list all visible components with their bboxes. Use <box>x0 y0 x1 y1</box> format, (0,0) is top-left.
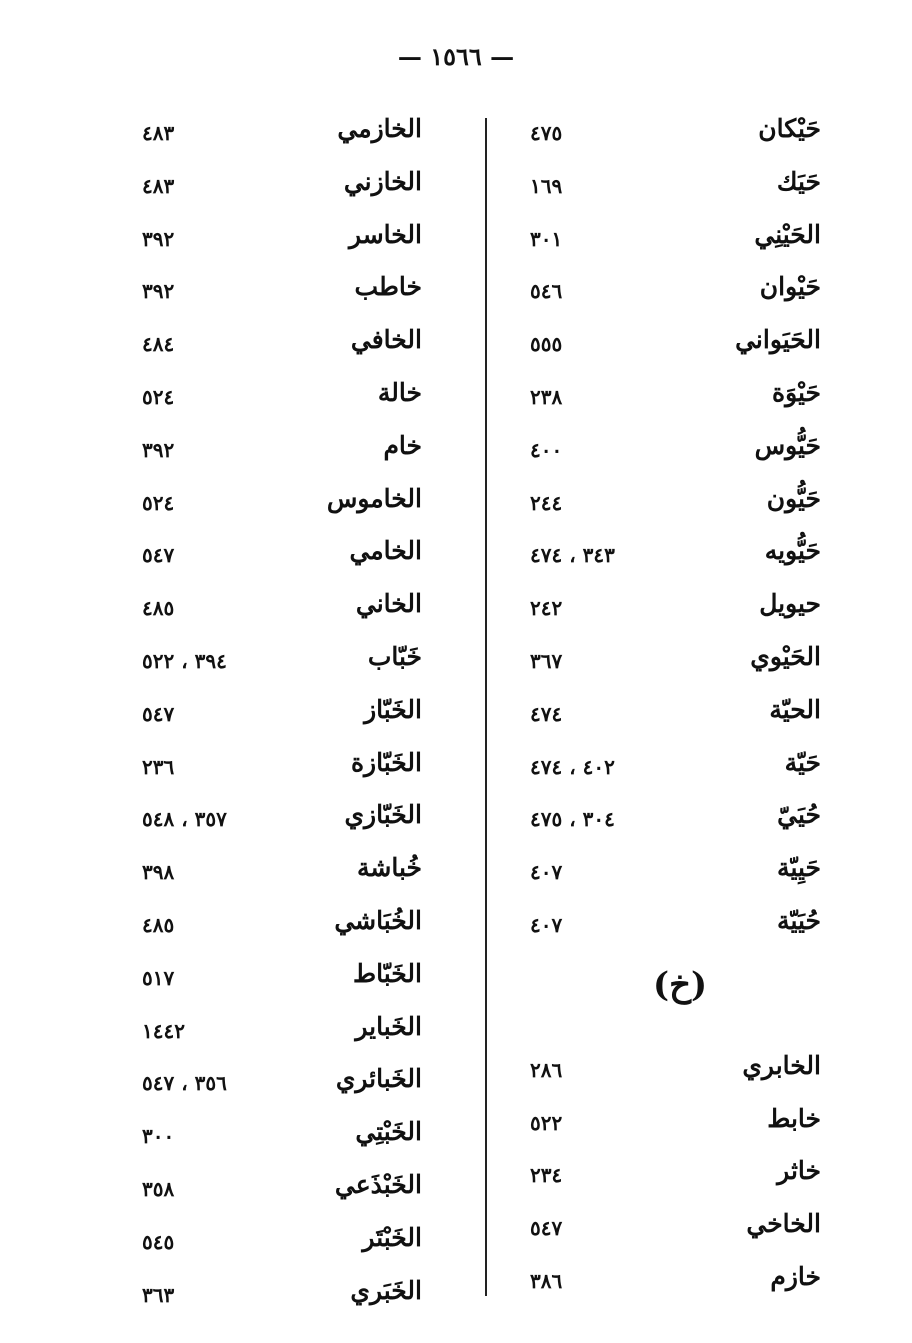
entry-pages: ٣٨٦ <box>530 1268 563 1293</box>
index-entry <box>505 1256 835 1309</box>
entry-pages: ٢٣٦ <box>142 754 175 779</box>
entry-pages: ٤٨٣ <box>142 173 175 198</box>
index-entry <box>120 583 440 636</box>
index-entry <box>120 1217 440 1270</box>
index-entry <box>120 372 440 425</box>
entry-word: حيويل <box>759 589 821 619</box>
entry-word: خالة <box>377 377 422 407</box>
index-entry <box>120 1111 440 1164</box>
index-entry <box>505 266 835 319</box>
index-entry <box>120 478 440 531</box>
entry-pages: ٣٠٤ ، ٤٧٥ <box>530 807 615 832</box>
entry-word: الخاني <box>355 589 422 619</box>
index-entry <box>120 847 440 900</box>
entry-word: حَيِيّة <box>777 853 821 883</box>
index-entry <box>505 1045 835 1098</box>
index-entry <box>505 161 835 214</box>
entry-word: الخَبائري <box>335 1064 422 1094</box>
entry-pages: ٥٤٦ <box>530 279 563 304</box>
entry-pages: ٥٢٢ <box>530 1110 563 1135</box>
index-entry <box>120 742 440 795</box>
entry-pages: ٤٠٠ <box>530 437 563 462</box>
entry-word: حَيَك <box>776 166 821 196</box>
index-entry <box>120 108 440 161</box>
entry-word: خاطب <box>354 272 422 302</box>
entry-pages: ٣٥٨ <box>142 1176 175 1201</box>
entry-word: حَيُّويه <box>764 536 821 566</box>
entry-pages: ٤٨٥ <box>142 912 175 937</box>
entry-word: خازم <box>770 1261 821 1291</box>
index-entry <box>120 319 440 372</box>
index-entry <box>505 214 835 267</box>
entry-pages: ٤٧٥ <box>530 121 563 145</box>
entry-pages: ٣٥٧ ، ٥٤٨ <box>142 807 227 832</box>
index-entry <box>120 1164 440 1217</box>
right-column <box>505 108 835 1309</box>
entry-pages: ٥٤٧ <box>530 1216 563 1241</box>
entry-pages: ٥٤٧ <box>142 701 175 726</box>
entry-word: الخَبْتَر <box>362 1222 422 1252</box>
entry-pages: ٤٠٢ ، ٤٧٤ <box>530 754 615 779</box>
entry-pages: ٣٩٢ <box>142 279 175 304</box>
index-entry <box>120 1058 440 1111</box>
index-entry <box>120 900 440 953</box>
entry-pages: ٣٩٨ <box>142 860 175 885</box>
entry-pages: ٢٤٢ <box>530 596 563 621</box>
index-entry <box>120 530 440 583</box>
entry-word: حَيُّون <box>766 483 821 513</box>
entry-pages: ٣٩٢ <box>142 437 175 462</box>
entry-pages: ٤٠٧ <box>530 912 563 937</box>
entry-word: الخَبَري <box>350 1275 422 1305</box>
index-entry <box>505 689 835 742</box>
index-entry <box>505 583 835 636</box>
entry-pages: ٣٠١ <box>530 226 563 251</box>
entry-word: الحيّة <box>769 694 821 724</box>
entry-word: الخاخي <box>746 1209 821 1239</box>
entry-pages: ٣٦٣ <box>142 1282 175 1307</box>
entry-word: الخَبْذَعي <box>334 1169 422 1199</box>
entry-word: حَيّة <box>784 747 821 777</box>
index-entry <box>505 1150 835 1203</box>
index-entry <box>120 794 440 847</box>
entry-pages: ٥٢٤ <box>142 384 175 409</box>
entry-pages: ٣٠٠ <box>142 1124 175 1149</box>
entry-pages: ٤٨٤ <box>142 332 175 357</box>
entry-word: الخابري <box>742 1050 821 1080</box>
entry-word: الخَباير <box>355 1011 422 1041</box>
entry-word: الخازني <box>343 166 422 196</box>
index-entry <box>120 953 440 1006</box>
entry-pages: ٢٣٤ <box>530 1163 563 1188</box>
entry-word: خابط <box>767 1103 821 1133</box>
entry-pages: ٣٩٤ ، ٥٢٢ <box>142 648 227 673</box>
entry-word: خَبّاب <box>367 641 422 671</box>
index-entry <box>505 319 835 372</box>
entry-word: حُيَيّ <box>777 800 821 830</box>
entry-pages: ٣٩٢ <box>142 226 175 251</box>
entry-word: الخازمي <box>337 114 422 143</box>
entry-pages: ٢٣٨ <box>530 384 563 409</box>
entry-pages: ٥١٧ <box>142 965 175 990</box>
entry-pages: ٢٨٦ <box>530 1057 563 1082</box>
index-entry <box>505 1098 835 1151</box>
page-number: — ١٥٦٦ — <box>397 42 515 71</box>
entry-word: الحَيْوي <box>750 641 821 671</box>
entry-word: الخامي <box>349 536 422 566</box>
entry-word: خام <box>383 430 422 460</box>
entry-pages: ١٦٩ <box>530 173 563 198</box>
entry-pages: ١٤٤٢ <box>142 1018 185 1043</box>
entry-word: خاثر <box>777 1156 821 1186</box>
entry-word: الخَبّاط <box>353 958 422 988</box>
entry-pages: ٤٨٥ <box>142 596 175 621</box>
index-entry <box>120 636 440 689</box>
entry-pages: ٣٦٧ <box>530 648 563 673</box>
entry-word: حَيْوَة <box>771 377 821 407</box>
entry-word: حَيْوان <box>759 272 821 302</box>
left-column <box>120 108 440 1322</box>
entry-word: الحَيْنِي <box>754 219 821 249</box>
entry-pages: ٥٤٧ <box>142 543 175 568</box>
entry-word: خُباشة <box>357 853 422 883</box>
index-entry <box>505 530 835 583</box>
entry-word: الخُبَاشي <box>334 905 422 935</box>
index-entry <box>505 425 835 478</box>
entry-word: الخاموس <box>326 483 422 513</box>
column-divider <box>485 118 487 1296</box>
entry-word: الخافي <box>350 325 422 355</box>
entry-word: الخَبْتِي <box>355 1117 422 1147</box>
entry-word: حَيْكان <box>758 114 821 143</box>
index-entry <box>120 689 440 742</box>
entry-pages: ٥٥٥ <box>530 332 563 357</box>
entry-word: حَيُّوس <box>754 430 821 460</box>
index-entry <box>120 425 440 478</box>
entry-pages: ٣٥٦ ، ٥٤٧ <box>142 1071 227 1096</box>
entry-word: الخَبّازي <box>344 800 422 830</box>
index-entry <box>505 794 835 847</box>
entry-pages: ٤٨٣ <box>142 121 175 145</box>
index-entry <box>505 372 835 425</box>
entry-pages: ٤٧٤ <box>530 701 563 726</box>
entry-pages: ٣٤٣ ، ٤٧٤ <box>530 543 615 568</box>
entry-word: الحَيَواني <box>735 325 821 355</box>
index-entry <box>120 266 440 319</box>
section-letter: (خ) <box>653 964 708 1005</box>
index-entry <box>120 161 440 214</box>
index-entry <box>120 214 440 267</box>
section-heading <box>505 953 835 1045</box>
entry-word: الخَبّاز <box>364 694 422 724</box>
index-entry <box>505 636 835 689</box>
entry-pages: ٥٢٤ <box>142 490 175 515</box>
index-entry <box>505 847 835 900</box>
entry-pages: ٥٤٥ <box>142 1229 175 1254</box>
entry-pages: ٢٤٤ <box>530 490 563 515</box>
index-entry <box>505 108 835 161</box>
index-entry <box>505 742 835 795</box>
index-entry <box>120 1006 440 1059</box>
entry-pages: ٤٠٧ <box>530 860 563 885</box>
entry-word: الخاسر <box>348 219 422 249</box>
index-entry <box>120 1270 440 1323</box>
entry-word: الخَبّازة <box>350 747 422 777</box>
entry-word: حُيَيّة <box>777 905 821 935</box>
index-entry <box>505 1203 835 1256</box>
index-entry <box>505 478 835 531</box>
index-entry <box>505 900 835 953</box>
